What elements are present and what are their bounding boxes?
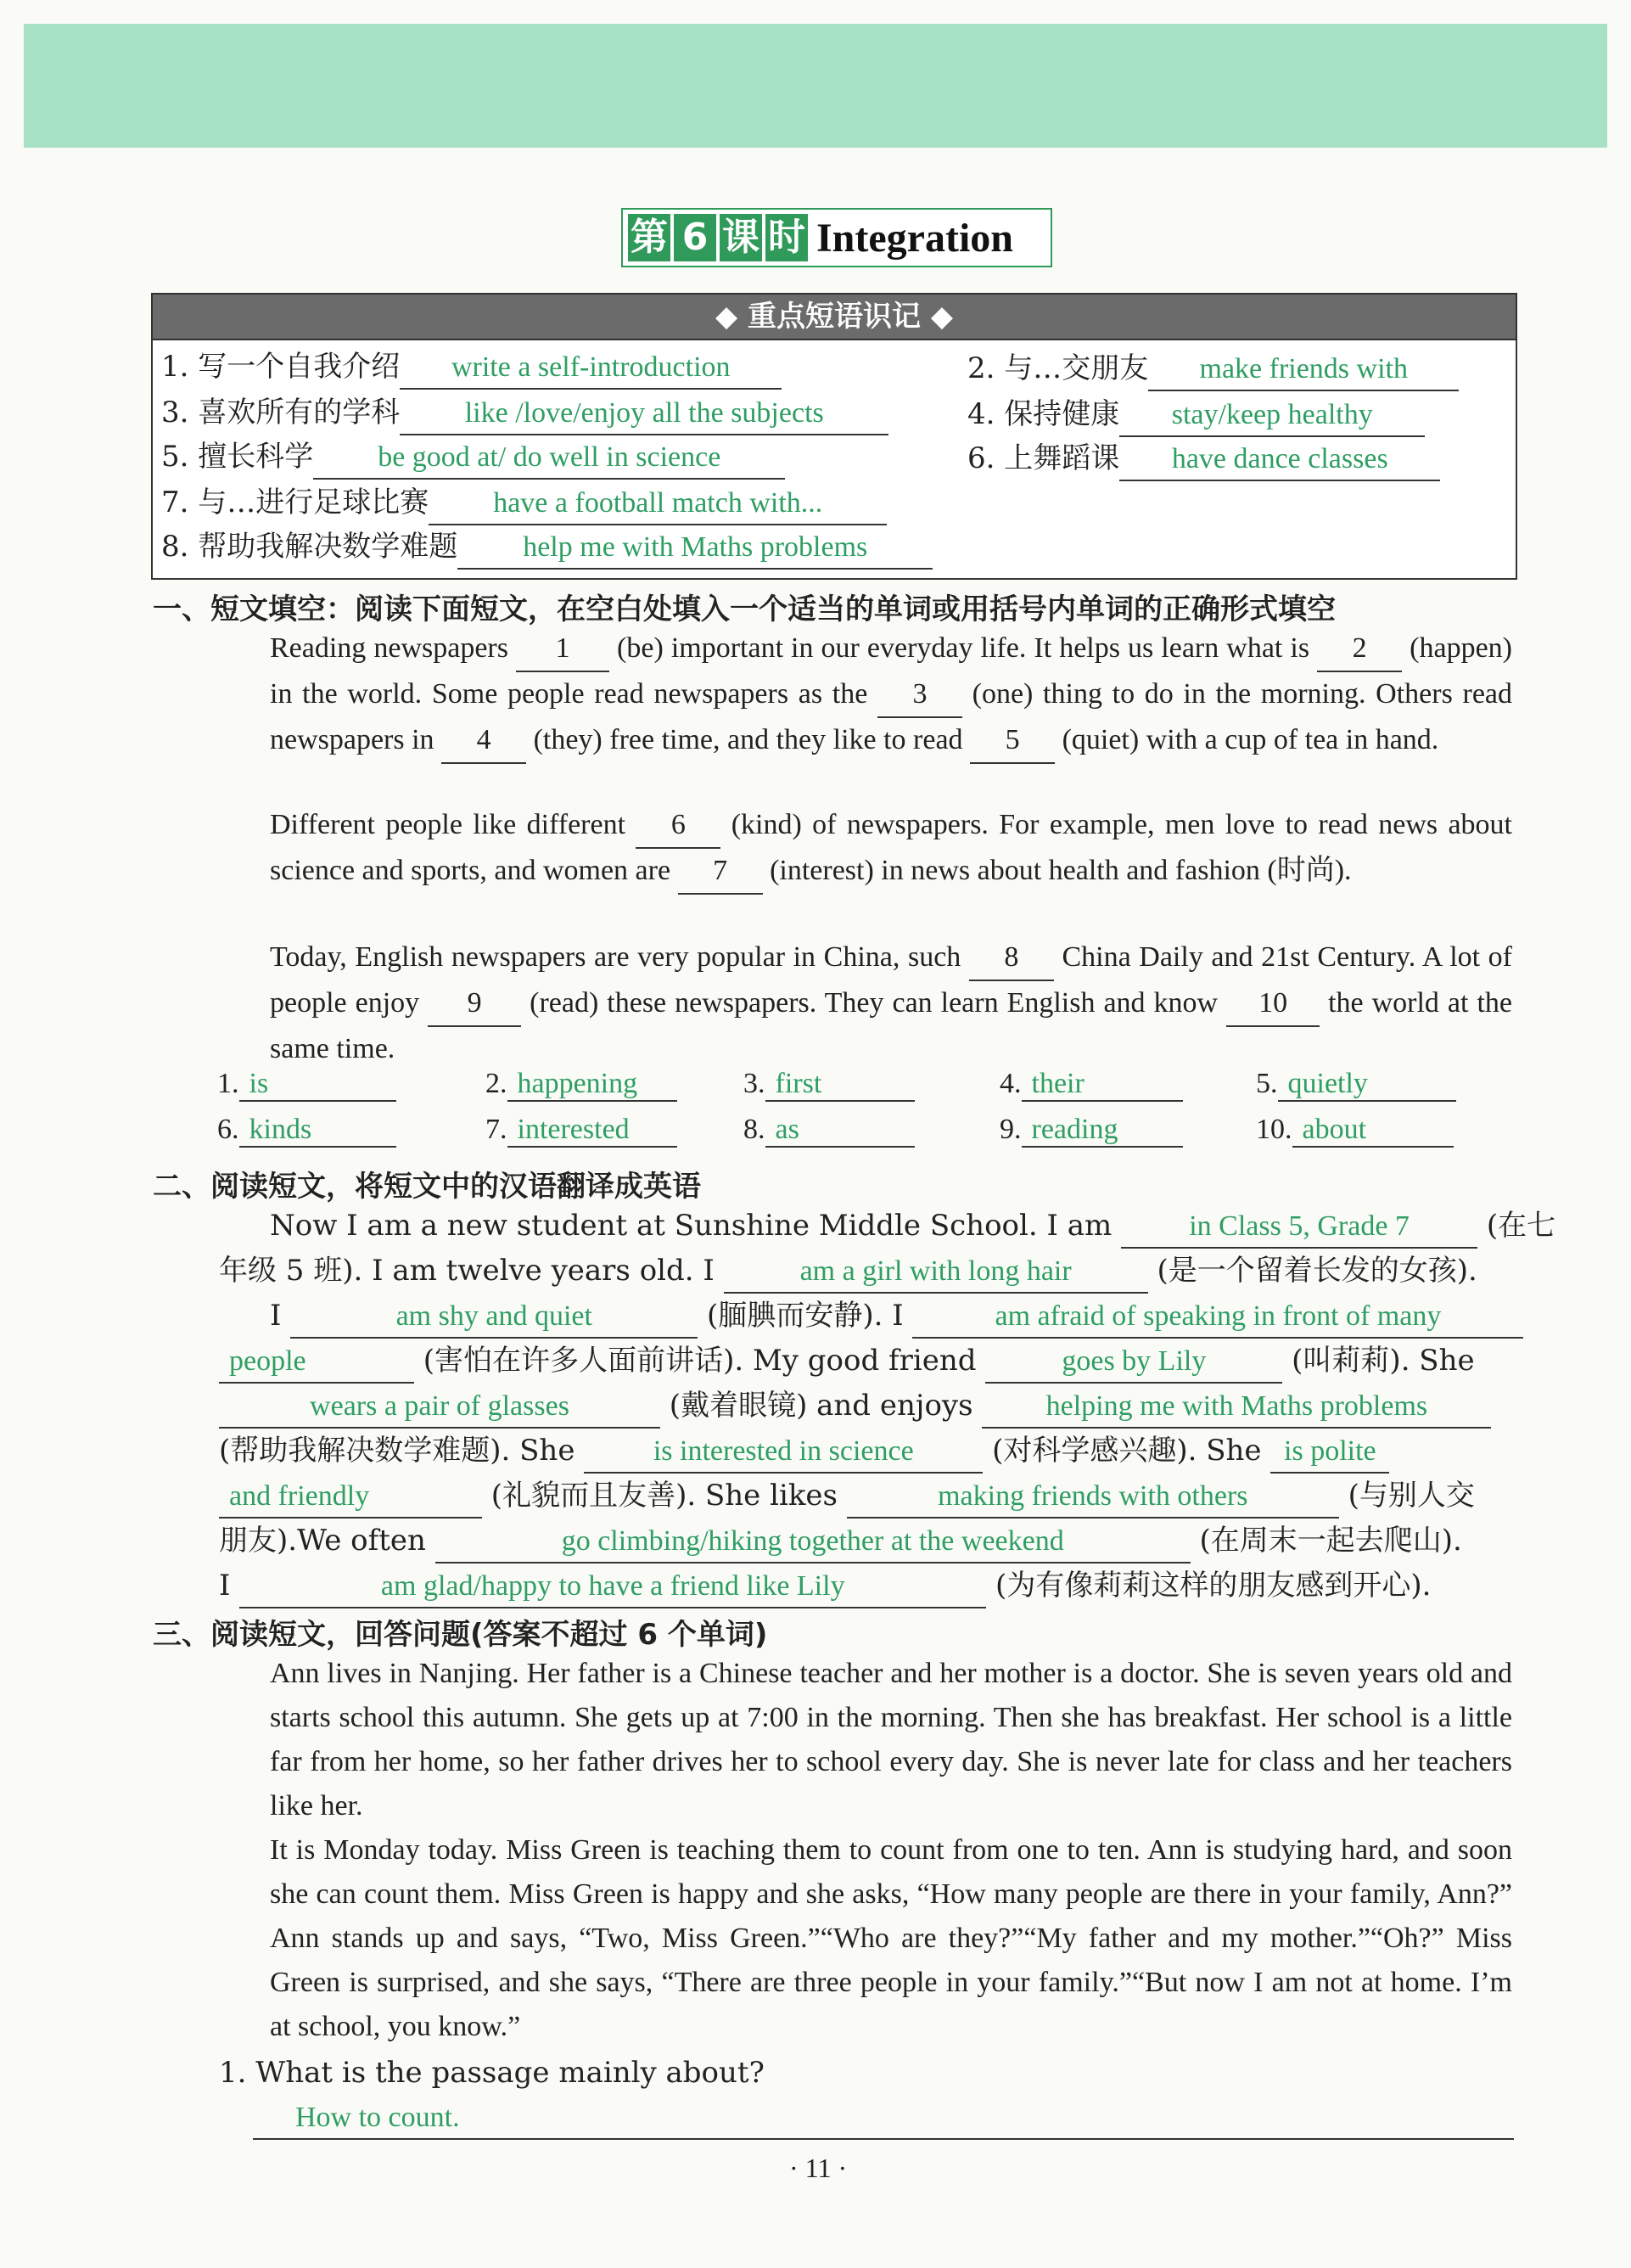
answer-5: 5. quietly: [1256, 1068, 1456, 1102]
lesson-number: 6: [674, 214, 716, 261]
section-1-title: 一、短文填空：阅读下面短文，在空白处填入一个适当的单词或用括号内单词的正确形式填空: [153, 592, 1336, 626]
blank-5: 5: [970, 718, 1055, 764]
sec3-paragraph-2: It is Monday today. Miss Green is teaching them to count from one to ten. Ann is studying hard, and soon she can count them. Miss Green is happy and she asks, “How many people are there in your family, Ann?” Ann stands up and says, “Two, Miss Green.”“Who are they?”“My father and my mother.”“Oh?” Miss Green is surprised, and she says, “There are three people in your family.”“But now I am not at home. I’m at school, you know.”: [270, 1834, 1512, 2042]
lesson-title: [621, 208, 1052, 267]
blank-1: 1: [516, 626, 609, 672]
phrase-answer-2: make friends with: [1148, 349, 1459, 391]
blank-8: 8: [969, 935, 1054, 981]
phrase-2: 2. 与…交朋友 make friends with: [967, 348, 1459, 391]
sec1-paragraph-2: Different people like different 6 (kind) of newspapers. For example, men love to read news about science and sports, and women are 7 (interest) in news about health and fashion (时尚).: [219, 803, 1512, 895]
phrase-answer-5: be good at/ do well in science: [313, 437, 785, 480]
blank-6: 6: [636, 803, 720, 849]
lesson-char-1: 第: [628, 214, 670, 261]
key-phrases-header: ◆ 重点短语识记 ◆: [153, 295, 1516, 340]
answer-9: 9. reading: [1000, 1114, 1183, 1148]
sec1-paragraph-3: Today, English newspapers are very popular in China, such 8 China Daily and 21st Century. A lot of people enjoy 9 (read) these newspapers. They can learn English and know 10 the world at the same time.: [219, 935, 1512, 1071]
phrase-5: 5. 擅长科学 be good at/ do well in science: [161, 436, 785, 480]
translation-line-4: people (害怕在许多人面前讲话). My good friend goes by Lily (叫莉莉). She: [219, 1340, 1475, 1384]
blank-2: 2: [1317, 626, 1402, 672]
translation-line-2: 年级 5 班). I am twelve years old. I am a girl with long hair (是一个留着长发的女孩).: [219, 1250, 1477, 1294]
phrase-1: 1. 写一个自我介绍 write a self-introduction: [161, 346, 782, 390]
answer-2: 2. happening: [485, 1068, 677, 1102]
translation-line-8: 朋友).We often go climbing/hiking together at the weekend (在周末一起去爬山).: [219, 1520, 1462, 1563]
phrase-answer-6: have dance classes: [1119, 439, 1440, 481]
section-2-title: 二、阅读短文，将短文中的汉语翻译成英语: [153, 1170, 701, 1204]
section-3-title: 三、阅读短文，回答问题(答案不超过 6 个单词): [153, 1618, 768, 1652]
blank-10: 10: [1226, 981, 1320, 1027]
answer-6: 6. kinds: [217, 1114, 396, 1148]
lesson-char-3: 时: [765, 214, 808, 261]
lesson-char-2: 课: [720, 214, 762, 261]
blank-7: 7: [678, 849, 763, 895]
phrase-answer-1: write a self-introduction: [400, 347, 782, 390]
answer-10: 10. about: [1256, 1114, 1454, 1148]
page-number: · 11 ·: [789, 2153, 848, 2183]
question-1: 1. What is the passage mainly about?: [219, 2056, 765, 2090]
phrase-answer-8: help me with Maths problems: [457, 527, 933, 570]
answer-4: 4. their: [1000, 1068, 1183, 1102]
answer-7: 7. interested: [485, 1114, 677, 1148]
lesson-word: Integration: [816, 215, 1013, 261]
translation-line-5: wears a pair of glasses (戴着眼镜) and enjoys helping me with Maths problems: [219, 1385, 1491, 1429]
phrase-6: 6. 上舞蹈课 have dance classes: [967, 438, 1440, 481]
sec1-paragraph-1: Reading newspapers 1 (be) important in our everyday life. It helps us learn what is 2 (happen) in the world. Some people read newspapers as the 3 (one) thing to do in the morning. Others read newspapers in 4 (they) free time, and they like to read 5 (quiet) with a cup of tea in hand.: [219, 626, 1512, 764]
question-1-answer: How to count.: [253, 2097, 1514, 2140]
translation-line-3: I am shy and quiet (腼腆而安静). I am afraid of speaking in front of many: [270, 1295, 1523, 1339]
sec3-paragraph-1: Ann lives in Nanjing. Her father is a Chinese teacher and her mother is a doctor. She is seven years old and starts school this autumn. She gets up at 7:00 in the morning. Then she has breakfast. Her school is a little far from her home, so her father drives her to school every day. She is never late for class and her teachers like her.: [270, 1658, 1512, 1822]
phrase-answer-3: like /love/enjoy all the subjects: [400, 393, 888, 435]
phrase-4: 4. 保持健康 stay/keep healthy: [967, 394, 1425, 437]
translation-line-9: I am glad/happy to have a friend like Lily (为有像莉莉这样的朋友感到开心).: [219, 1565, 1431, 1608]
blank-4: 4: [441, 718, 526, 764]
phrase-8: 8. 帮助我解决数学难题 help me with Maths problems: [161, 526, 933, 570]
answer-1: 1. is: [217, 1068, 396, 1102]
answer-8: 8. as: [743, 1114, 915, 1148]
blank-3: 3: [877, 672, 962, 718]
phrase-3: 3. 喜欢所有的学科 like /love/enjoy all the subjects: [161, 392, 888, 435]
phrase-answer-7: have a football match with...: [429, 483, 887, 525]
blank-9: 9: [428, 981, 521, 1027]
translation-line-1: Now I am a new student at Sunshine Middle School. I am in Class 5, Grade 7 (在七: [270, 1205, 1555, 1249]
translation-line-6: (帮助我解决数学难题). She is interested in science (对科学感兴趣). She is polite: [219, 1430, 1389, 1474]
phrase-answer-4: stay/keep healthy: [1119, 395, 1425, 437]
answer-3: 3. first: [743, 1068, 915, 1102]
phrase-7: 7. 与…进行足球比赛 have a football match with...: [161, 482, 887, 525]
header-band: [24, 24, 1607, 148]
translation-line-7: and friendly (礼貌而且友善). She likes making friends with others (与别人交: [219, 1475, 1475, 1519]
